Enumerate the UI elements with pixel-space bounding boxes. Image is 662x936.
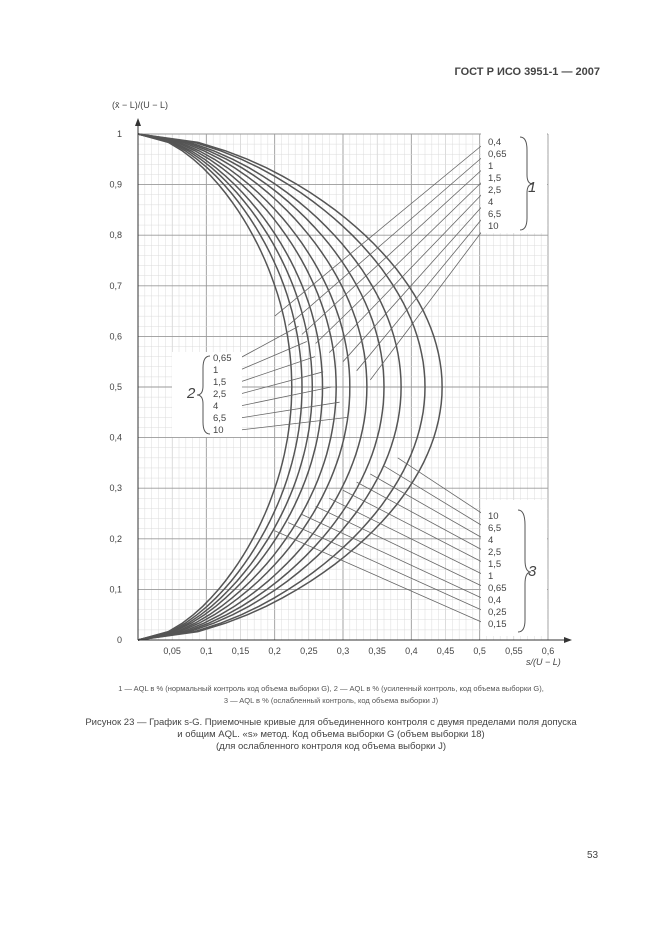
figure-caption bbox=[40, 717, 622, 753]
y-tick-label: 0,8 bbox=[109, 230, 122, 241]
aql-label: 0,15 bbox=[488, 619, 507, 630]
x-tick-label: 0,45 bbox=[436, 646, 455, 656]
label-leader bbox=[357, 482, 486, 552]
y-tick-label: 0,4 bbox=[109, 432, 122, 443]
label-leader bbox=[302, 166, 486, 334]
label-leader bbox=[288, 154, 486, 325]
label-leader bbox=[240, 387, 331, 406]
x-tick-label: 0,55 bbox=[505, 646, 523, 656]
caption-line-3: (для ослабленного контроля код объема выборки J) bbox=[215, 741, 447, 752]
label-leader bbox=[343, 202, 486, 362]
aql-label: 6,5 bbox=[488, 523, 502, 534]
aql-label: 4 bbox=[488, 535, 494, 546]
label-leader bbox=[240, 341, 307, 370]
x-tick-label: 0,5 bbox=[473, 646, 486, 656]
aql-label: 10 bbox=[488, 221, 499, 232]
aql-label: 0,25 bbox=[488, 607, 507, 618]
y-tick-label: 0,6 bbox=[109, 331, 122, 342]
document-header: ГОСТ Р ИСО 3951-1 — 2007 bbox=[454, 66, 600, 78]
aql-label: 2,5 bbox=[488, 185, 502, 196]
x-axis-label: s/(U − L) bbox=[526, 657, 561, 667]
x-tick-label: 0,4 bbox=[405, 646, 418, 656]
aql-label: 6,5 bbox=[488, 209, 502, 220]
aql-label: 0,65 bbox=[488, 149, 507, 160]
aql-label: 2,5 bbox=[488, 547, 502, 558]
x-tick-label: 0,15 bbox=[231, 646, 250, 656]
aql-label: 0,4 bbox=[488, 137, 502, 148]
caption-line-2: и общим AQL. «s» метод. Код объема выборки G (объем выборки 18) bbox=[177, 729, 485, 740]
label-leader bbox=[370, 474, 486, 540]
aql-label: 1 bbox=[488, 571, 494, 582]
x-tick-label: 0,3 bbox=[336, 646, 350, 656]
x-tick-label: 0,35 bbox=[368, 646, 386, 656]
x-tick-label: 0,05 bbox=[163, 646, 181, 656]
label-leader bbox=[343, 490, 486, 564]
legend-line-1: 1 — AQL в % (нормальный контроль код объема выборки G), 2 — AQL в % (усиленный контроль, код объема выборки G), bbox=[118, 684, 544, 693]
aql-label: 6,5 bbox=[213, 413, 227, 424]
y-tick-label: 0,5 bbox=[109, 382, 122, 392]
label-leader bbox=[329, 190, 486, 353]
caption-line-1: Рисунок 23 — График s-G. Приемочные кривые для объединенного контроля с двумя пределами поля допуска bbox=[85, 717, 577, 728]
label-leader bbox=[302, 515, 486, 600]
x-tick-label: 0,25 bbox=[300, 646, 318, 656]
y-axis-label: (x̄ − L)/(U − L) bbox=[112, 100, 169, 110]
aql-label: 1,5 bbox=[213, 377, 227, 388]
x-tick-label: 0,6 bbox=[541, 646, 555, 656]
y-axis-arrow bbox=[135, 118, 141, 126]
aql-label: 1 bbox=[213, 365, 219, 376]
aql-label: 4 bbox=[488, 197, 494, 208]
x-tick-label: 0,1 bbox=[200, 646, 213, 656]
y-tick-label: 0,3 bbox=[109, 483, 122, 494]
label-leader bbox=[240, 417, 348, 430]
y-tick-label: 0,2 bbox=[109, 533, 122, 544]
aql-label: 1,5 bbox=[488, 173, 502, 184]
group-number: 1 bbox=[528, 179, 537, 196]
aql-label: 0,65 bbox=[488, 583, 507, 594]
aql-label: 10 bbox=[488, 511, 499, 522]
y-tick-label: 0,9 bbox=[109, 179, 122, 190]
group-number: 2 bbox=[187, 385, 196, 402]
label-leader bbox=[240, 357, 315, 382]
x-axis-arrow bbox=[564, 637, 572, 643]
label-boxes bbox=[172, 133, 547, 636]
aql-label: 4 bbox=[213, 401, 219, 412]
aql-label: 0,65 bbox=[213, 353, 232, 364]
label-box bbox=[172, 352, 242, 437]
y-tick-label: 1 bbox=[116, 129, 122, 139]
y-tick-label: 0,7 bbox=[109, 280, 122, 291]
y-tick-label: 0 bbox=[116, 635, 122, 645]
aql-label: 10 bbox=[213, 425, 224, 436]
legend-line-2: 3 — AQL в % (ослабленный контроль, код объема выборки J) bbox=[223, 696, 439, 705]
group-number: 3 bbox=[528, 563, 537, 580]
figure-legend bbox=[40, 683, 622, 707]
x-tick-label: 0,2 bbox=[268, 646, 281, 656]
page-number: 53 bbox=[587, 850, 599, 861]
aql-label: 0,4 bbox=[488, 595, 502, 606]
label-leader bbox=[275, 142, 486, 316]
aql-label: 2,5 bbox=[213, 389, 227, 400]
y-tick-label: 0,1 bbox=[109, 584, 122, 595]
aql-label: 1,5 bbox=[488, 559, 502, 570]
aql-label: 1 bbox=[488, 161, 494, 172]
